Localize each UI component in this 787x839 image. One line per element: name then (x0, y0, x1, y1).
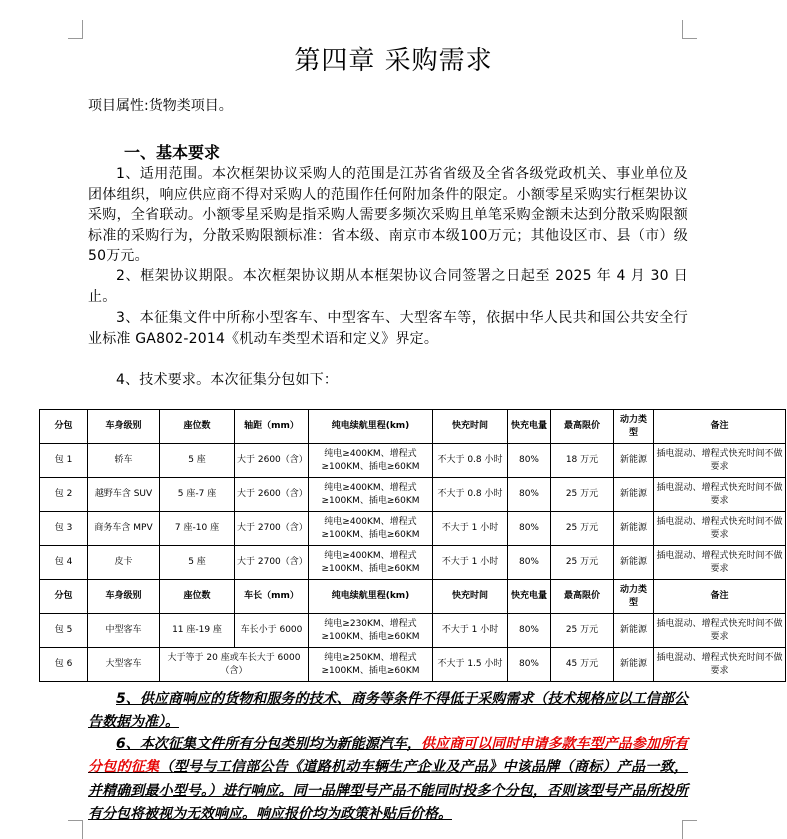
table-cell: 插电混动、增程式快充时间不做要求 (654, 648, 786, 682)
table-cell: 越野车含 SUV (88, 478, 160, 512)
table-cell: 新能源 (614, 478, 654, 512)
table-cell: 分包 (40, 410, 88, 444)
table-header-row (40, 410, 786, 444)
crop-mark-bottom-left (68, 820, 83, 839)
table-cell: 大于 2600（含） (235, 444, 309, 478)
table-row (40, 478, 786, 512)
table-cell: 大于等于 20 座或车长大于 6000（含） (160, 648, 309, 682)
table-cell: 车长小于 6000 (235, 614, 309, 648)
table-cell: 备注 (654, 410, 786, 444)
table-cell: 大于 2700（含） (235, 546, 309, 580)
table-cell: 纯电≥250KM、增程式≥100KM、插电≥60KM (309, 648, 433, 682)
table-cell: 车长（mm） (235, 580, 309, 614)
response-conditions-text: 5、供应商响应的货物和服务的技术、商务等条件不得低于采购需求（技术规格应以工信部公告数据为准）。 (88, 691, 688, 731)
table-cell: 不大于 1 小时 (433, 614, 508, 648)
table-cell: 纯电≥400KM、增程式≥100KM、插电≥60KM (309, 512, 433, 546)
table-cell: 快充电量 (508, 580, 551, 614)
table-cell: 纯电≥400KM、增程式≥100KM、插电≥60KM (309, 546, 433, 580)
crop-mark-top-left (68, 20, 83, 39)
table-cell: 不大于 1 小时 (433, 546, 508, 580)
new-energy-intro: 6、本次征集文件所有分包类别均为新能源汽车， (116, 736, 421, 752)
table-cell: 25 万元 (551, 614, 614, 648)
chapter-title: 第四章 采购需求 (294, 46, 493, 76)
table-cell: 纯电≥400KM、增程式≥100KM、插电≥60KM (309, 444, 433, 478)
table-cell: 插电混动、增程式快充时间不做要求 (654, 614, 786, 648)
table-cell: 分包 (40, 580, 88, 614)
table-cell: 45 万元 (551, 648, 614, 682)
table-cell: 5 座 (160, 546, 235, 580)
table-cell: 7 座-10 座 (160, 512, 235, 546)
project-attribute: 项目属性:货物类项目。 (88, 98, 233, 114)
table-cell: 快充电量 (508, 410, 551, 444)
table-cell: 80% (508, 478, 551, 512)
table-cell: 新能源 (614, 444, 654, 478)
table-cell: 纯电≥230KM、增程式≥100KM、插电≥60KM (309, 614, 433, 648)
table-row (40, 648, 786, 682)
table-cell: 车身级别 (88, 410, 160, 444)
table-cell: 25 万元 (551, 512, 614, 546)
table-cell: 新能源 (614, 546, 654, 580)
table-cell: 80% (508, 444, 551, 478)
table-cell: 5 座 (160, 444, 235, 478)
table-cell: 包 5 (40, 614, 88, 648)
table-cell: 插电混动、增程式快充时间不做要求 (654, 512, 786, 546)
table-row (40, 512, 786, 546)
table-cell: 商务车含 MPV (88, 512, 160, 546)
table-row (40, 546, 786, 580)
table-cell: 最高限价 (551, 410, 614, 444)
table-cell: 新能源 (614, 512, 654, 546)
table-cell: 包 3 (40, 512, 88, 546)
table-cell: 轿车 (88, 444, 160, 478)
section-heading-basic-requirements: 一、基本要求 (124, 143, 221, 162)
table-cell: 纯电≥400KM、增程式≥100KM、插电≥60KM (309, 478, 433, 512)
table-cell: 不大于 0.8 小时 (433, 478, 508, 512)
paragraph-standard: 3、本征集文件中所称小型客车、中型客车、大型客车等，依据中华人民共和国公共安全行业标准 GA802-2014《机动车类型术语和定义》界定。 (88, 310, 688, 347)
table-cell: 新能源 (614, 614, 654, 648)
table-cell: 动力类型 (614, 580, 654, 614)
table-cell: 包 1 (40, 444, 88, 478)
crop-mark-top-right (682, 20, 697, 39)
table-cell: 11 座-19 座 (160, 614, 235, 648)
table-cell: 快充时间 (433, 410, 508, 444)
table-cell: 纯电续航里程(km) (309, 410, 433, 444)
paragraph-scope: 1、适用范围。本次框架协议采购人的范围是江苏省省级及全省各级党政机关、事业单位及团体组织，响应供应商不得对采购人的范围作任何附加条件的限定。小额零星采购实行框架协议采购，全省联动。小额零星采购是指采购人需要多频次采购且单笔采购金额未达到分散采购限额标准的采购行为，分散采购限额标准：省本级、南京市本级100万元；其他设区市、县（市）级50万元。 (88, 166, 688, 264)
table-cell: 插电混动、增程式快充时间不做要求 (654, 478, 786, 512)
table-cell: 中型客车 (88, 614, 160, 648)
table-cell: 包 6 (40, 648, 88, 682)
new-energy-rules: （型号与工信部公告《道路机动车辆生产企业及产品》中该品牌（商标）产品一致，并精确到最小型号。）进行响应。同一品牌型号产品不能同时投多个分包，否则该型号产品所投所有分包将被视为无效响应。响应报价均为政策补贴后价格。 (88, 759, 689, 823)
table-cell: 最高限价 (551, 580, 614, 614)
table-cell: 动力类型 (614, 410, 654, 444)
table-cell: 18 万元 (551, 444, 614, 478)
table-cell: 80% (508, 512, 551, 546)
multi-model-highlight: 供应商可以同时申请多款车型产品参加所有分包的征集 (88, 736, 688, 776)
table-cell: 大型客车 (88, 648, 160, 682)
table-cell: 80% (508, 546, 551, 580)
table-cell: 25 万元 (551, 546, 614, 580)
table-row (40, 614, 786, 648)
table-cell: 轴距（mm） (235, 410, 309, 444)
table-cell: 大于 2600（含） (235, 478, 309, 512)
lot-spec-table (39, 409, 786, 682)
table-cell: 座位数 (160, 410, 235, 444)
table-cell: 新能源 (614, 648, 654, 682)
table-header-row (40, 580, 786, 614)
table-cell: 大于 2700（含） (235, 512, 309, 546)
paragraph-term: 2、框架协议期限。本次框架协议期从本框架协议合同签署之日起至 2025 年 4 月 30 日止。 (88, 268, 688, 305)
table-cell: 插电混动、增程式快充时间不做要求 (654, 546, 786, 580)
table-cell: 包 2 (40, 478, 88, 512)
table-cell: 皮卡 (88, 546, 160, 580)
table-cell: 车身级别 (88, 580, 160, 614)
paragraph-tech-requirements: 4、技术要求。本次征集分包如下： (116, 372, 339, 388)
table-cell: 纯电续航里程(km) (309, 580, 433, 614)
table-row (40, 444, 786, 478)
table-cell: 不大于 1.5 小时 (433, 648, 508, 682)
table-cell: 包 4 (40, 546, 88, 580)
table-cell: 不大于 0.8 小时 (433, 444, 508, 478)
paragraph-new-energy-note (88, 733, 688, 827)
table-cell: 5 座-7 座 (160, 478, 235, 512)
table-cell: 座位数 (160, 580, 235, 614)
table-cell: 插电混动、增程式快充时间不做要求 (654, 444, 786, 478)
table-cell: 不大于 1 小时 (433, 512, 508, 546)
table-cell: 备注 (654, 580, 786, 614)
table-cell: 80% (508, 648, 551, 682)
table-cell: 80% (508, 614, 551, 648)
table-cell: 25 万元 (551, 478, 614, 512)
table-cell: 快充时间 (433, 580, 508, 614)
paragraph-response-conditions (88, 688, 688, 735)
